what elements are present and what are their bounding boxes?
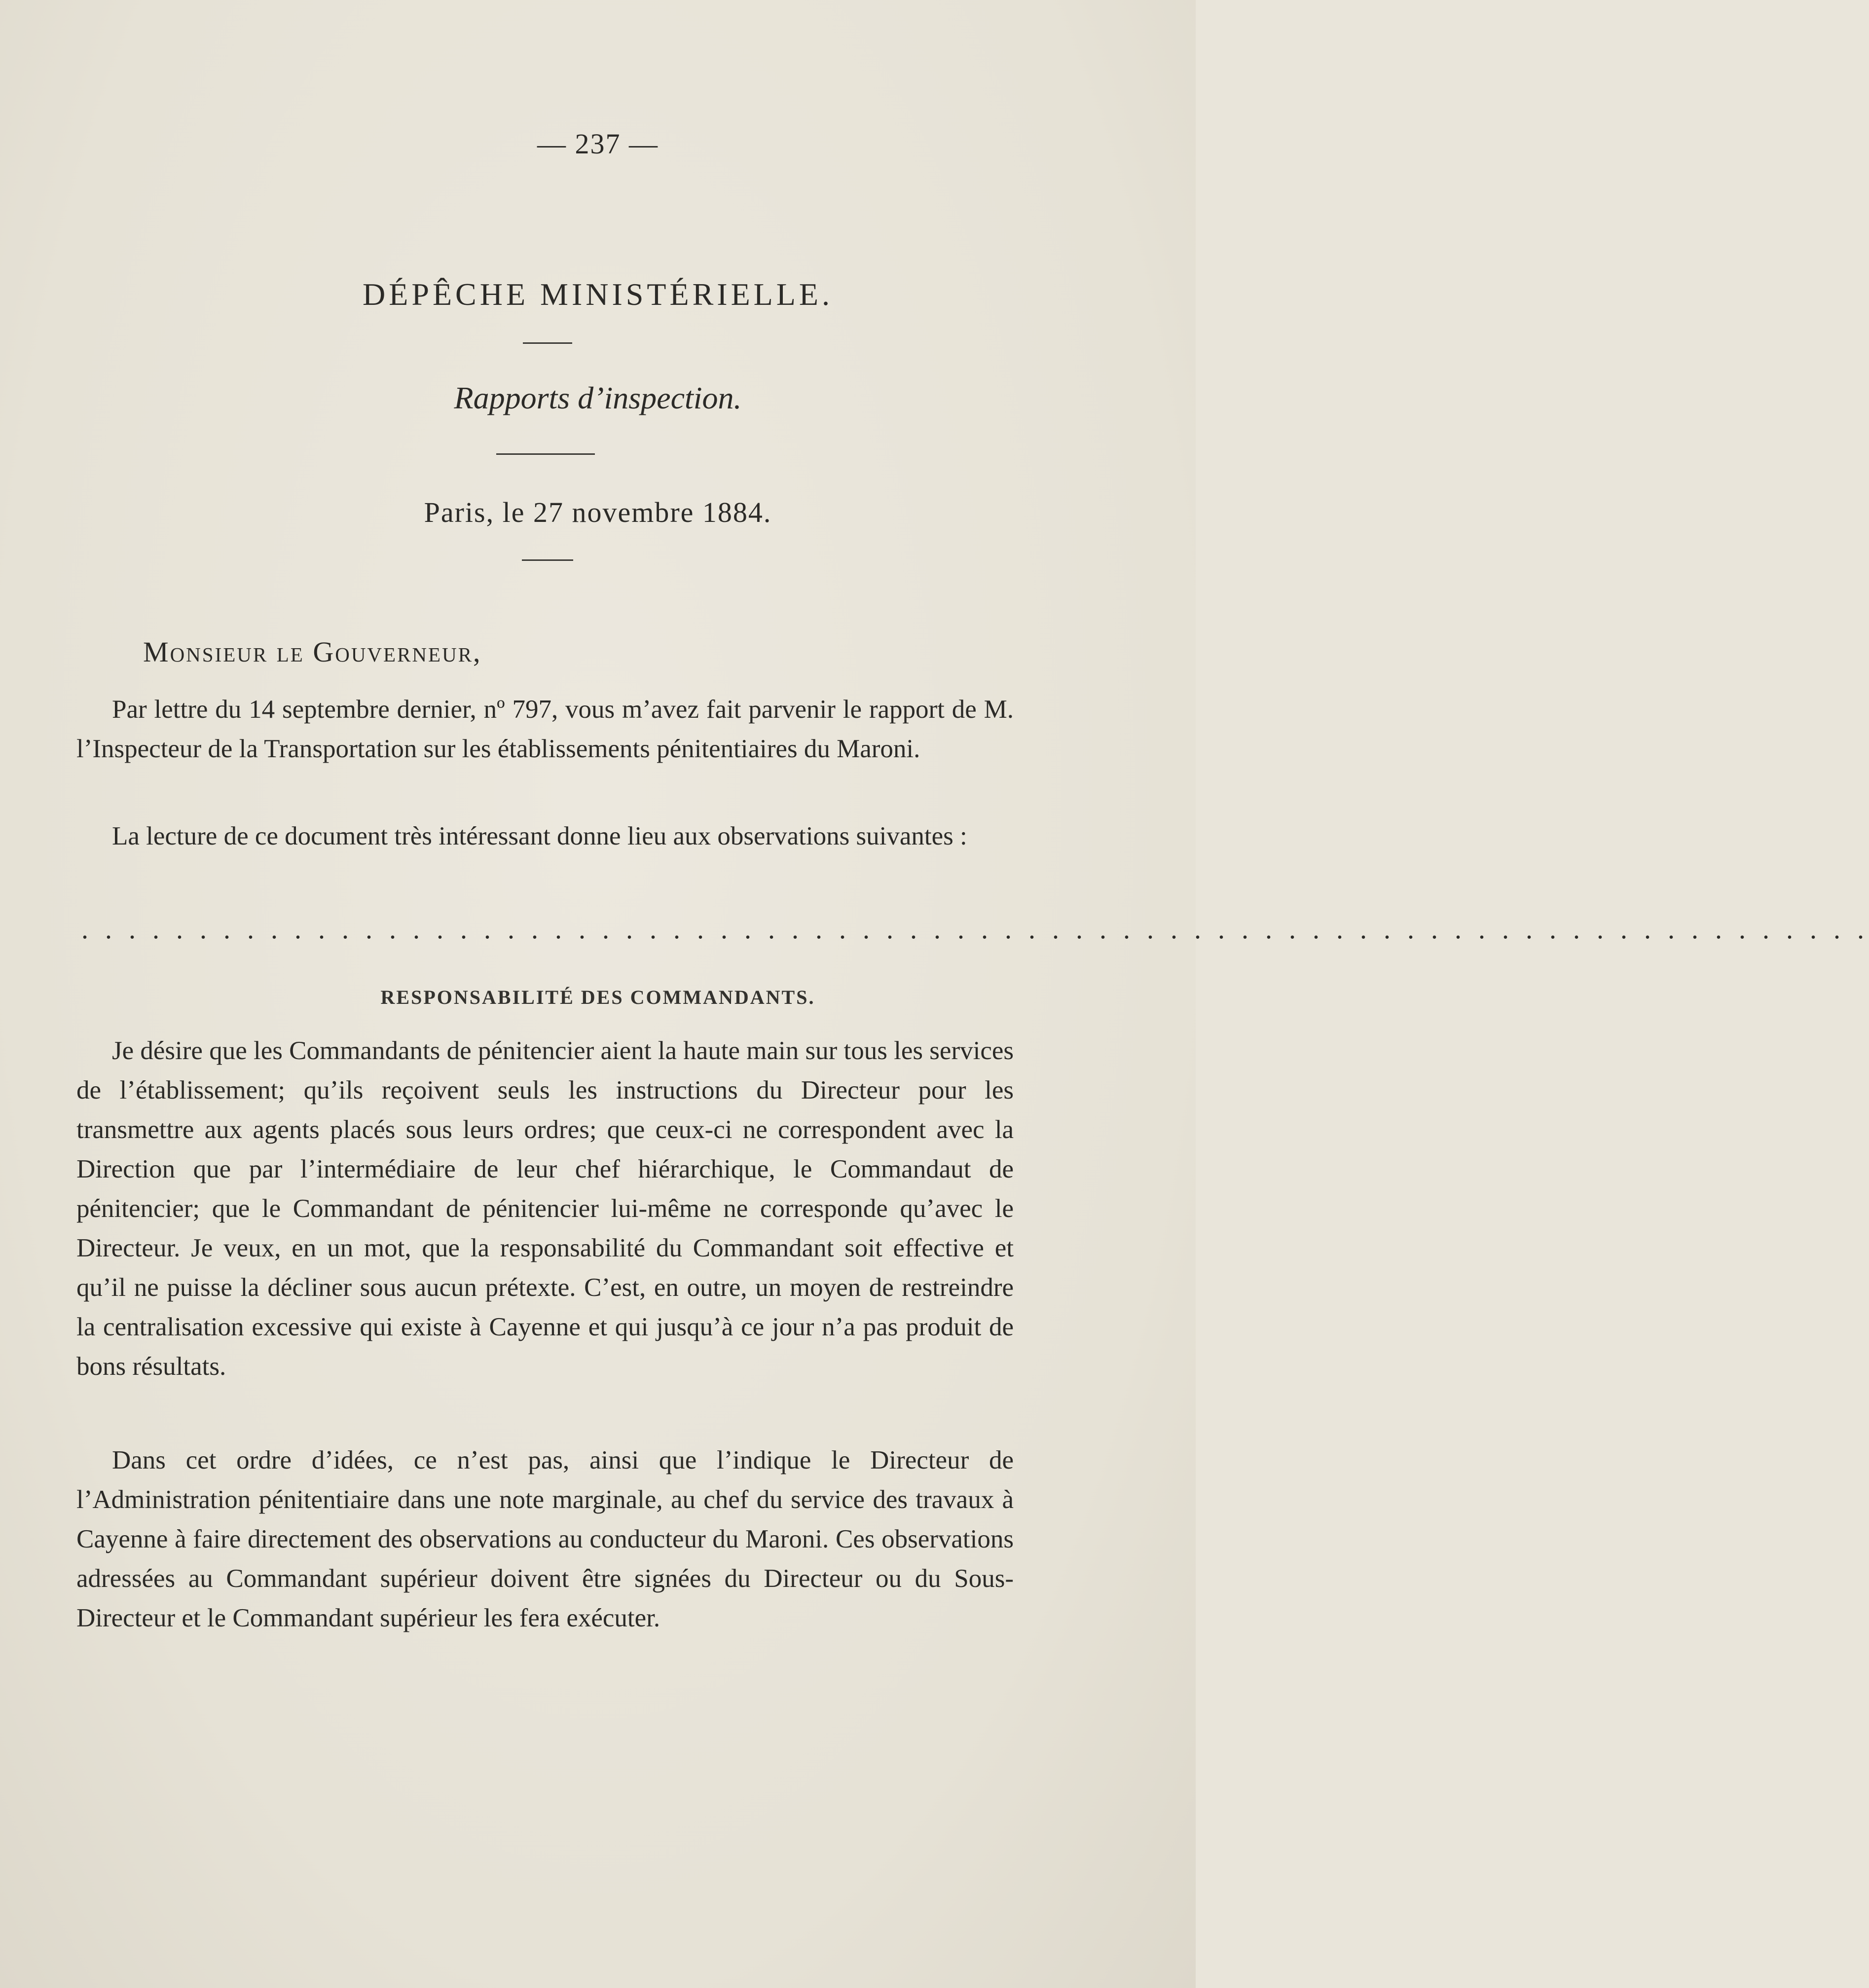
page-number: — 237 —: [537, 128, 659, 160]
section-heading: RESPONSABILITÉ DES COMMANDANTS.: [380, 986, 815, 1008]
title-rule: [523, 342, 572, 344]
elision-dots: . . . . . . . . . . . . . . . . . . . . . . . . . . . . . . . . . . . . . . . . . . . . . . . . . . . . . . . . . . . . . . . . . . . . . . . . . . . .: [81, 914, 1869, 945]
paragraph-text: Dans cet ordre d’idées, ce n’est pas, ainsi que l’indique le Directeur de l’Administration pénitentiaire dans une note marginale, au chef du service des travaux à Cayenne à faire directement des observations au conducteur du Maroni. Ces observations adressées au Commandant supérieur doivent être signées du Directeur ou du Sous-Directeur et le Commandant supérieur les fera exécuter.: [76, 1446, 1014, 1632]
paragraph-commandants-responsibility: [76, 1031, 1014, 1386]
document-subtitle: Rapports d’inspection.: [454, 380, 742, 415]
paragraph-text: Je désire que les Commandants de pénitencier aient la haute main sur tous les services de l’établissement; qu’ils reçoivent seuls les instructions du Directeur pour les transmettre aux agents placés sous leurs ordres; que ceux-ci ne correspondent avec la Direction que par l’intermédiaire de leur chef hiérarchique, le Commandaut de pénitencier; que le Commandant de pénitencier lui-même ne corresponde qu’avec le Directeur. Je veux, en un mot, que la responsabilité du Commandant soit effective et qu’il ne puisse la décliner sous aucun prétexte. C’est, en outre, un moyen de restreindre la centralisation excessive qui existe à Cayenne et qui jusqu’à ce jour n’a pas produit de bons résultats.: [76, 1036, 1014, 1381]
paragraph-text: La lecture de ce document très intéressant donne lieu aux observations suivantes :: [112, 822, 967, 850]
paragraph-text: Par lettre du 14 septembre dernier, nº 797, vous m’avez fait parvenir le rapport de M. l’Inspecteur de la Transportation sur les établissements pénitentiaires du Maroni.: [76, 695, 1014, 763]
dateline-rule: [522, 559, 573, 561]
dateline: Paris, le 27 novembre 1884.: [424, 496, 772, 528]
document-title: DÉPÊCHE MINISTÉRIELLE.: [363, 277, 833, 312]
paragraph-observations-intro: [76, 816, 1014, 856]
paragraph-order-of-ideas: [76, 1440, 1014, 1638]
subtitle-rule: [496, 453, 595, 455]
salutation: Monsieur le Gouverneur,: [143, 636, 482, 668]
paragraph-letter-reference: [76, 690, 1014, 769]
